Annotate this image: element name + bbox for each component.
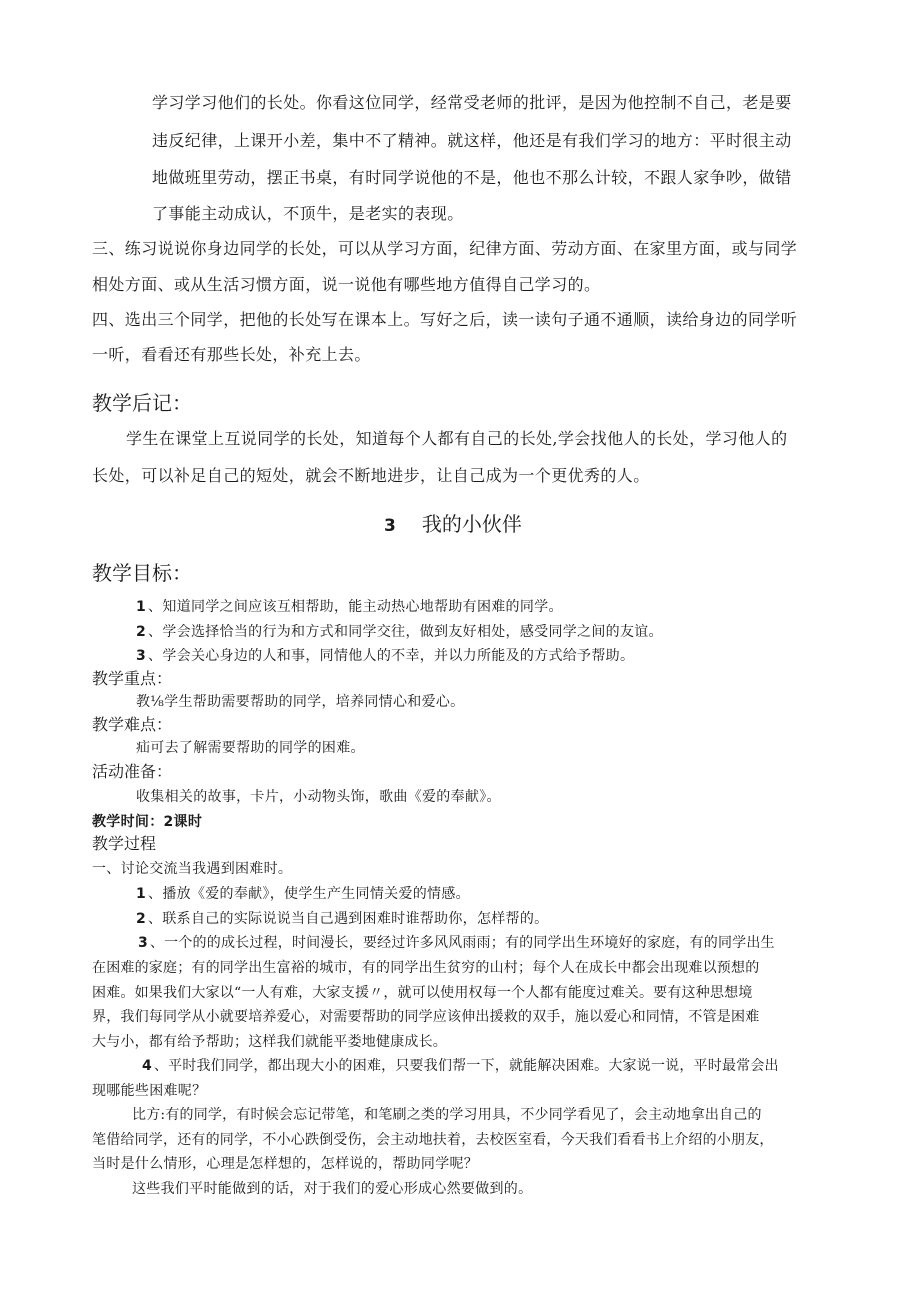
- process-heading: 教学过程: [92, 834, 157, 853]
- process-item-3-line-2: 在困难的家庭；有的同学出生富裕的城市，有的同学出生贫穷的山村；每个人在成长中都会出现难以预想的: [92, 960, 760, 976]
- process-item-3-line-5: 大与小，都有给予帮助；这样我们就能平娄地健康成长。: [92, 1034, 447, 1050]
- example-line-1: 比方:有的同学，有时候会忘记带笔，和笔刷之类的学习用具，不少同学看见了，会主动地拿出自己的: [132, 1107, 762, 1123]
- key-points-heading: 教学重点：: [92, 669, 173, 688]
- objectives-heading: 教学目标：: [92, 561, 192, 585]
- intro-line-4: 了事能主动成认，不顶牛，是老实的表现。: [152, 204, 464, 223]
- intro-line-1: 学习学习他们的长处。你看这位同学，经常受老师的批评，是因为他控制不自己，老是要: [152, 93, 792, 112]
- process-part1: 一、讨论交流当我遇到困难时。: [92, 861, 293, 877]
- key-points-text: 教⅛学生帮助需要帮助的同学，培养同情心和爱心。: [136, 694, 465, 710]
- postscript-line-1: 学生在课堂上互说同学的长处，知道每个人都有自己的长处,学会找他人的长处，学习他人的: [126, 429, 788, 448]
- process-item-2: 2 、联系自己的实际说说当自己遇到困难时谁帮助你，怎样帮的。: [136, 911, 549, 927]
- lesson-name: 我的小伙伴: [421, 512, 522, 536]
- objective-item-3: 3 、学会关心身边的人和事，同情他人的不幸，并以力所能及的方式给予帮助。: [136, 648, 635, 664]
- closing-line: 这些我们平时能做到的话，对于我们的爱心形成心然要做到的。: [132, 1181, 533, 1197]
- preparation-heading: 活动准备：: [92, 762, 173, 781]
- postscript-heading: 教学后记：: [92, 391, 192, 415]
- objective-item-2: 2 、学会选择恰当的行为和方式和同学交往，做到友好相处，感受同学之间的友谊。: [136, 624, 663, 640]
- example-line-2: 笔借给同学，还有的同学，不小心跌倒受伤，会主动地扶着，去校医室看，今天我们看看书上介绍的小朋友，: [92, 1132, 774, 1148]
- intro-line-3: 地做班里劳动，摆正书桌，有时同学说他的不是，他也不那么计较，不跟人家争吵，做错: [152, 168, 792, 187]
- lesson-number: 3: [384, 516, 396, 536]
- step3-line-1: 三、练习说说你身边同学的长处，可以从学习方面，纪律方面、劳动方面、在家里方面，或与同学: [92, 239, 798, 258]
- process-item-4-line-2: 现哪能些困难呢？: [92, 1083, 207, 1099]
- process-item-3-line-3: 困难。如果我们大家以“一人有难，大家支援〃，就可以使用权每一个人都有能度过难关。要有这种思想境: [92, 985, 753, 1001]
- step4-line-1: 四、选出三个同学，把他的长处写在课本上。写好之后，读一读句子通不通顺，读给身边的同学听: [92, 310, 798, 329]
- process-item-1: 1 、播放《爱的奉献》，使学生产生同情关爱的情感。: [136, 886, 470, 902]
- lesson-title: [384, 512, 522, 538]
- process-item-4: 4 、平时我们同学，都出现大小的困难，只要我们帮一下，就能解决困难。大家说一说，平时最常会出: [142, 1058, 779, 1074]
- step4-line-2: 一听，看看还有那些长处，补充上去。: [92, 345, 371, 364]
- step3-line-2: 相处方面、或从生活习惯方面，说一说他有哪些地方值得自己学习的。: [92, 275, 601, 294]
- difficulties-text: 疝可去了解需要帮助的同学的困难。: [136, 740, 365, 756]
- example-line-3: 当时是什么情形，心理是怎样想的，怎样说的，帮助同学呢？: [92, 1156, 479, 1172]
- difficulties-heading: 教学难点：: [92, 715, 173, 734]
- teaching-time: 教学时间：2课时: [92, 814, 203, 830]
- postscript-line-2: 长处，可以补足自己的短处，就会不断地进步，让自己成为一个更优秀的人。: [92, 466, 650, 485]
- objective-item-1: 1 、知道同学之间应该互相帮助，能主动热心地帮助有困难的同学。: [136, 599, 563, 615]
- preparation-text: 收集相关的故事，卡片，小动物头饰，歌曲《爱的奉献》。: [136, 789, 501, 805]
- process-item-3-line-4: 界，我们每同学从小就要培养爱心，对需要帮助的同学应该伸出援救的双手，施以爱心和同情，不管是困难: [92, 1009, 760, 1025]
- process-item-3: 3 、一个的的成长过程，时间漫长，要经过许多风风雨雨；有的同学出生环境好的家庭，有的同学出生: [138, 935, 775, 951]
- intro-line-2: 违反纪律，上课开小差，集中不了精神。就这样，他还是有我们学习的地方：平时很主动: [152, 131, 792, 150]
